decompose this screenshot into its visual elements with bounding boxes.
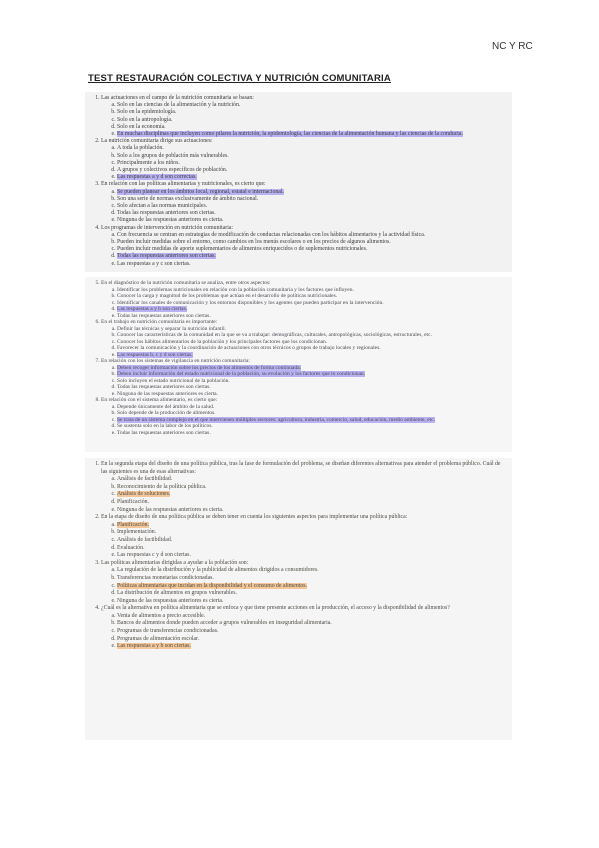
- question-item: [101, 397, 508, 436]
- option-text: Se trata de un sistema complejo en el que intervienen múltiples sectores: agricultura, industria, comercio, salud, educación, medio ambiente, etc.: [117, 416, 435, 423]
- option-text: Venta de alimentos a precio accesible.: [117, 612, 206, 619]
- question-item: [101, 319, 508, 358]
- option-list: [101, 522, 508, 560]
- answer-option: [117, 590, 508, 598]
- question-text: 8. En relación con el sistema alimentario, es cierto que:: [101, 397, 218, 403]
- option-text: Principalmente a los niños.: [117, 159, 180, 166]
- option-text: Políticas alimentarias que incidan en la disponibilidad y el consumo de alimentos.: [117, 582, 307, 589]
- option-list: [101, 287, 508, 320]
- question-item: [101, 605, 508, 651]
- answer-option-highlighted: [117, 491, 508, 499]
- question-block-2: [85, 277, 512, 452]
- answer-option: [117, 552, 508, 560]
- question-item: [101, 514, 508, 560]
- answer-option: [117, 109, 508, 116]
- question-list: [85, 277, 512, 436]
- question-text: 7. En relación con los sistemas de vigilancia en nutrición comunitaria:: [101, 358, 250, 364]
- option-text: La regulación de la distribución y la publicidad de alimentos dirigidos a consumidores.: [117, 567, 319, 574]
- answer-option-highlighted: [117, 522, 508, 530]
- answer-option: [117, 145, 508, 152]
- page-title: TEST RESTAURACIÓN COLECTIVA Y NUTRICIÓN COMUNITARIA: [88, 73, 391, 84]
- question-text: 2. La nutrición comunitaria dirige sus actuaciones:: [101, 138, 213, 145]
- answer-option: [117, 507, 508, 515]
- option-text: Solo afectan a las normas municipales.: [117, 203, 208, 210]
- question-item: [101, 225, 508, 268]
- option-text: Análisis de factibilidad.: [117, 536, 173, 543]
- question-text: 3. Las políticas alimentarias dirigidas a ayudar a la población son:: [101, 559, 249, 566]
- answer-option: [117, 160, 508, 167]
- option-text: Depende únicamente del ámbito de la salud.: [117, 403, 215, 410]
- answer-option: [117, 246, 508, 253]
- option-text: En muchas disciplinas que incluyen como pilares la nutrición, la epidemiología, las ciencias de la alimentación humana y las ciencias de la conducta.: [117, 131, 463, 138]
- option-text: Conocer las características de la comunidad en la que se va a trabajar: demográficas, culturales, antropológicas, sociológicas, estructurales, etc.: [117, 332, 432, 338]
- answer-option: [117, 537, 508, 545]
- option-text: Conocer los hábitos alimentarios de la población y los principales factores que los condicionan.: [117, 338, 328, 345]
- option-text: Solo depende de la producción de alimentos.: [117, 410, 216, 416]
- answer-option: [117, 613, 508, 621]
- answer-option: [117, 261, 508, 268]
- option-list: [101, 232, 508, 268]
- option-text: Solo en la economía.: [117, 123, 166, 130]
- question-item: [101, 138, 508, 181]
- answer-option: [117, 628, 508, 636]
- option-text: Todas las respuestas anteriores son ciertas.: [117, 312, 211, 319]
- answer-option: [117, 153, 508, 160]
- answer-option: [117, 620, 508, 628]
- question-text: 1. En la segunda etapa del diseño de una política pública, tras la fase de formulación del problema, se diseñan diferentes alternativas para atender el problema público. Cuál de las siguientes es una de esas alternativas:: [101, 461, 501, 475]
- option-text: Las respuestas a y b son ciertas.: [117, 643, 191, 650]
- option-list: [101, 145, 508, 181]
- option-text: La distribución de alimentos en grupos vulnerables.: [117, 590, 237, 597]
- answer-option: [117, 575, 508, 583]
- answer-option-highlighted: [117, 643, 508, 651]
- answer-option: [117, 232, 508, 239]
- option-text: Todas las respuestas anteriores son ciertas.: [117, 210, 216, 217]
- question-text: 1. Las actuaciones en el campo de la nutrición comunitaria se basan:: [101, 95, 254, 101]
- option-text: Ninguna de las respuestas anteriores es cierta.: [117, 217, 224, 224]
- answer-option: [117, 567, 508, 575]
- question-item: [101, 461, 508, 514]
- option-text: Todas las respuestas anteriores son ciertas.: [117, 429, 211, 436]
- answer-option: [117, 529, 508, 537]
- answer-option: [117, 124, 508, 131]
- option-text: Se pueden planear en los ámbitos local, regional, estatal e internacional.: [117, 188, 284, 195]
- option-list: [101, 567, 508, 605]
- option-text: Definir las técnicas y separar la nutrición infantil.: [117, 325, 227, 332]
- option-text: Bancos de alimentos donde pueden acceder a grupos vulnerables en inseguridad alimentaria.: [117, 620, 332, 627]
- answer-option: [117, 484, 508, 492]
- option-text: Las respuestas c y d son ciertas.: [117, 552, 191, 559]
- option-text: Se sustenta solo en la labor de los políticos.: [117, 423, 213, 429]
- option-text: Identificar los canales de comunicación y los entornos disponibles y los agentes que pueden participar en la intervención.: [117, 299, 384, 306]
- question-text: 3. En relación con las políticas alimentarias y nutricionales, es cierto que:: [101, 181, 266, 188]
- option-text: Transferencias monetarias condicionadas.: [117, 574, 214, 581]
- option-text: Solo en la antropología.: [117, 116, 173, 123]
- question-list: [85, 458, 512, 651]
- question-text: 5. En el diagnóstico de la nutrición comunitaria se analiza, entre otros aspectos:: [101, 280, 271, 286]
- option-text: Las respuestas a y c son ciertas.: [117, 260, 191, 267]
- option-text: Reconocimiento de la política pública.: [117, 483, 207, 490]
- option-text: Deben recoger información sobre los precios de los alimentos de forma continuada.: [117, 364, 301, 371]
- option-text: Conocer la carga y magnitud de los problemas que actúan en el desarrollo de políticas nutricionales.: [117, 293, 338, 299]
- question-block-3: [85, 458, 512, 740]
- answer-option: [117, 636, 508, 644]
- question-item: [101, 560, 508, 606]
- answer-option-highlighted: [117, 189, 508, 196]
- answer-option: [117, 239, 508, 246]
- option-list: [101, 365, 508, 398]
- question-item: [101, 95, 508, 138]
- option-text: Pueden incluir medidas de aporte suplementarios de alimentos enriquecidos o de suplementos nutricionales.: [117, 246, 368, 253]
- answer-option: [117, 102, 508, 109]
- answer-option-highlighted: [117, 131, 508, 138]
- option-text: Identificar los problemas nutricionales en relación con la población comunitaria y los factores que influyen.: [117, 286, 354, 293]
- answer-option: [117, 203, 508, 210]
- answer-option: [117, 196, 508, 203]
- option-text: A toda la población.: [117, 145, 164, 152]
- question-text: 2. En la etapa de diseño de una política pública se deben tener en cuenta los siguientes aspectos para implementar una política pública:: [101, 514, 408, 521]
- option-text: Evaluación.: [117, 544, 145, 551]
- option-list: [101, 102, 508, 138]
- answer-option: [117, 217, 508, 224]
- option-text: Solo a los grupos de población más vulnerables.: [117, 152, 229, 159]
- question-text: 6. En el trabajo en nutrición comunitaria es importante:: [101, 319, 218, 325]
- answer-option: [117, 167, 508, 174]
- option-text: Planificación.: [117, 498, 150, 505]
- option-text: Programas de transferencias condicionadas.: [117, 628, 219, 635]
- option-text: Todas las respuestas anteriores son ciertas.: [117, 253, 216, 260]
- option-list: [101, 476, 508, 514]
- answer-option: [117, 430, 508, 437]
- option-text: Solo en las ciencias de la alimentación y la nutrición.: [117, 102, 241, 109]
- question-item: [101, 358, 508, 397]
- question-item: [101, 181, 508, 224]
- answer-option: [117, 499, 508, 507]
- option-text: Ninguna de las respuestas anteriores es cierta.: [117, 506, 224, 513]
- option-text: Pueden incluir medidas sobre el entorno, como cambios en los menús escolares o en los precios de algunos alimentos.: [117, 239, 391, 246]
- option-list: [101, 613, 508, 651]
- option-text: Con frecuencia se centran en estrategias de modificación de conductas relacionadas con los hábitos alimentarios y la actividad física.: [117, 231, 426, 238]
- answer-option-highlighted: [117, 583, 508, 591]
- option-text: Favorecer la comunicación y la coordinación de actuaciones con otros técnicos o grupos de trabajo locales y regionales.: [117, 345, 381, 351]
- option-text: Son una serie de normas exclusivamente de ámbito nacional.: [117, 195, 259, 202]
- answer-option-highlighted: [117, 174, 508, 181]
- option-list: [101, 326, 508, 359]
- option-text: Análisis de factibilidad.: [117, 476, 173, 483]
- question-text: 4. Los programas de intervención en nutrición comunitaria:: [101, 224, 233, 231]
- question-item: [101, 280, 508, 319]
- option-text: Las respuestas a y b son ciertas.: [117, 306, 188, 312]
- option-text: Planificación.: [117, 521, 150, 528]
- option-list: [101, 189, 508, 225]
- option-text: Ninguna de las respuestas anteriores es cierta.: [117, 390, 218, 397]
- brand-label: NC Y RC: [492, 41, 533, 52]
- option-text: Solo incluyen el estado nutricional de la población.: [117, 377, 230, 384]
- answer-option: [117, 210, 508, 217]
- option-text: Análisis de soluciones.: [117, 491, 171, 498]
- option-text: Ninguna de las respuestas anteriores es cierta.: [117, 597, 224, 604]
- option-list: [101, 404, 508, 437]
- option-text: Implementación.: [117, 529, 157, 536]
- option-text: Las respuestas b, c y d son ciertas.: [117, 351, 193, 358]
- option-text: Programas de alimentación escolar.: [117, 635, 200, 642]
- option-text: Todas las respuestas anteriores son ciertas.: [117, 384, 211, 390]
- answer-option: [117, 476, 508, 484]
- question-block-1: [85, 92, 512, 272]
- answer-option-highlighted: [117, 253, 508, 260]
- answer-option: [117, 117, 508, 124]
- option-text: Deben incluir información del estado nutricional de la población, su evolución y los factores que lo condicionan.: [117, 371, 366, 377]
- option-text: A grupos y colectivos específicos de población.: [117, 167, 228, 174]
- answer-option: [117, 545, 508, 553]
- question-text: 4. ¿Cuál es la alternativa en política alimentaria que se enfoca y que tiene presente acciones en la producción, el acceso y la disponibilidad de alimentos?: [101, 605, 450, 612]
- question-list: [85, 92, 512, 268]
- option-text: Solo en la epidemiología.: [117, 109, 177, 116]
- option-text: Las respuestas a y d son correctas.: [117, 174, 197, 181]
